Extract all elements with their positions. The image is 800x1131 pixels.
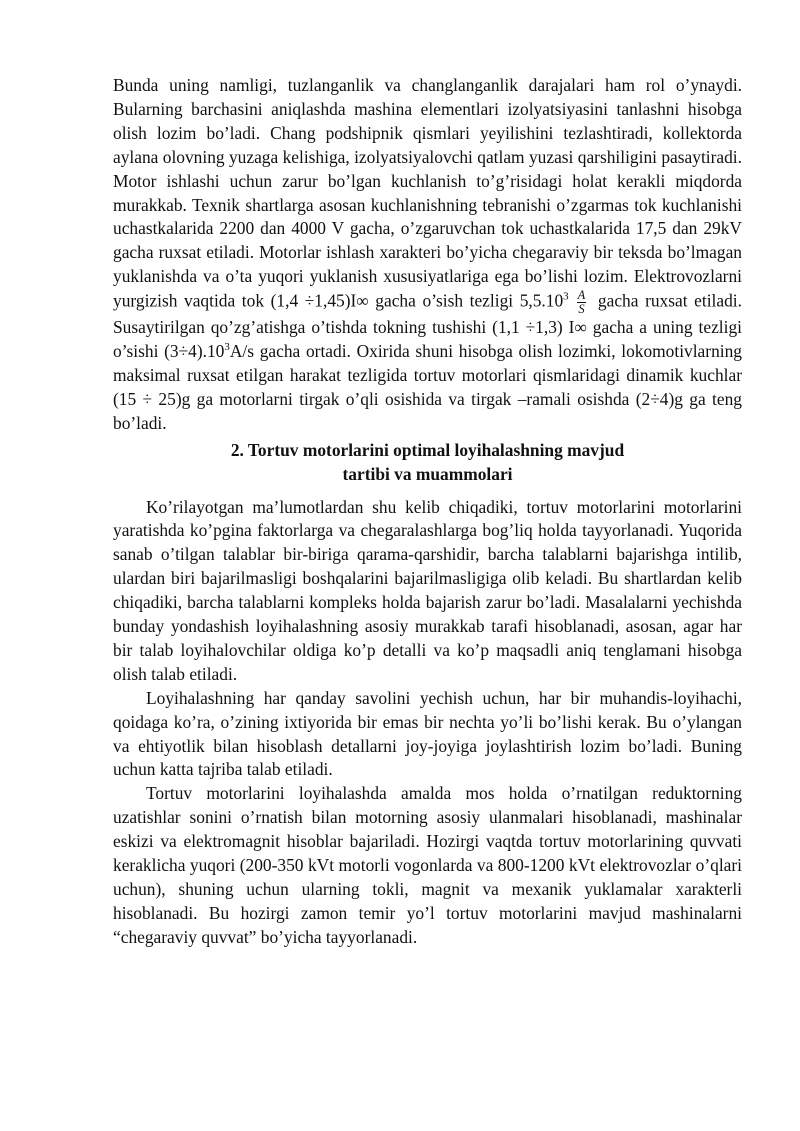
paragraph-1 [113, 74, 742, 436]
paragraph-1-text-b: gacha ruxsat etiladi. Susaytirilgan qo’zg’atishga o’tishda tokning tushishi (1,1 ÷1,3) I∞ gacha a uning tezligi o’sishi (3÷4).10 [113, 290, 742, 362]
paragraph-1-text-c: A/s gacha ortadi. Oxirida shuni hisobga olish lozimki, lokomotivlarning maksimal ruxsat etilgan harakat tezligida tortuv motorlari qismlaridagi dinamik kuchlar (15 ÷ 25)g ga motorlarni tirgak o’qli osishida va tirgak –ramali osishda (2÷4)g ga teng bo’ladi. [113, 341, 742, 433]
fraction-denominator: S [578, 302, 585, 317]
section-heading-line-2: tartibi va muammolari [342, 463, 513, 484]
paragraph-4: Tortuv motorlarini loyihalashda amalda mos holda o’rnatilgan reduktorning uzatishlar sonini o’rnatish bilan motorning asosiy ulanmalari hisoblanadi, mashinalar eskizi va elektromagnit hisoblar bajariladi. Hozirgi vaqtda tortuv motorlarining quvvati keraklicha yuqori (200-350 kVt motorli vogonlarda va 800-1200 kVt elektrovozlar o’qlari uchun), shuning uchun ularning tokli, magnit va mexanik yuklamalar xarakterli hisoblanadi. Bu hozirgi zamon temir yo’l tortuv motorlarini mavjud mashinalarni “chegaraviy quvvat” bo’yicha tayyorlanadi. [113, 783, 742, 947]
exponent-a: 3 [563, 290, 569, 303]
fraction-a-over-s [577, 289, 587, 316]
fraction-numerator: A [577, 288, 586, 303]
paragraph-1-text-a: Bunda uning namligi, tuzlanganlik va changlanganlik darajalari ham rol o’ynaydi. Bularning barchasini aniqlashda mashina elementlari izolyatsiyasini tanlashni hisobga olish lozim bo’ladi. Chang podshipnik qismlari yeyilishini tezlashtiradi, kollektorda aylana olovning yuzaga kelishiga, izolyatsiyalovchi qatlam yuzasi qarshiligini pasaytiradi. Motor ishlashi uchun zarur bo’lgan kuchlanish to’g’risidagi holat kerakli miqdorda murakkab. Texnik shartlarga asosan kuchlanishning tebranishi o’zgarmas tok kuchlanishi uchastkalarida 2200 dan 4000 V gacha, o’zgaruvchan tok uchastkalarida 17,5 dan 29kV gacha ruxsat etiladi. Motorlar ishlash xarakteri bo’yicha chegaraviy bir teksda bo’lmagan yuklanishda va o’ta yuqori yuklanish xususiyatlariga ega bo’lishi lozim. Elektrovozlarni yurgizish vaqtida tok (1,4 ÷1,45)I∞ gacha o’sish tezligi 5,5.10 [113, 75, 742, 311]
paragraph-2: Ko’rilayotgan ma’lumotlardan shu kelib chiqadiki, tortuv motorlarini motorlarini yaratishda ko’pgina faktorlarga va chegaralashlarga bog’liq holda tayyorlanadi. Yuqorida sanab o’tilgan talablar bir-biriga qarama-qarshidir, barcha talablarni bajarishga intilib, ulardan biri bajarilmasligi boshqalarini bajarilmasligiga olib keladi. Bu shartlardan kelib chiqadiki, barcha talablarni kompleks holda bajarish zarur bo’ladi. Masalalarni yechishda bunday yondashish loyihalashning asosiy murakkab tarafi hisoblanadi, asosan, agar har bir talab loyihalovchilar oldiga ko’p detalli va ko’p maqsadli aniq tenglamani hisobga olish talab etiladi. [113, 496, 742, 684]
exponent-b: 3 [224, 341, 230, 354]
document-page [113, 74, 742, 950]
paragraph-3: Loyihalashning har qanday savolini yechish uchun, har bir muhandis-loyihachi, qoidaga ko’ra, o’zining ixtiyorida bir emas bir nechta yo’li bo’lishi kerak. Bu o’ylangan va ehtiyotlik bilan hisoblash detallarni joy-joyiga joylashtirish lozim bo’ladi. Buning uchun katta tajriba talab etiladi. [113, 687, 742, 780]
section-heading-line-1: 2. Tortuv motorlarini optimal loyihalashning mavjud [230, 439, 625, 460]
section-heading [113, 439, 742, 487]
